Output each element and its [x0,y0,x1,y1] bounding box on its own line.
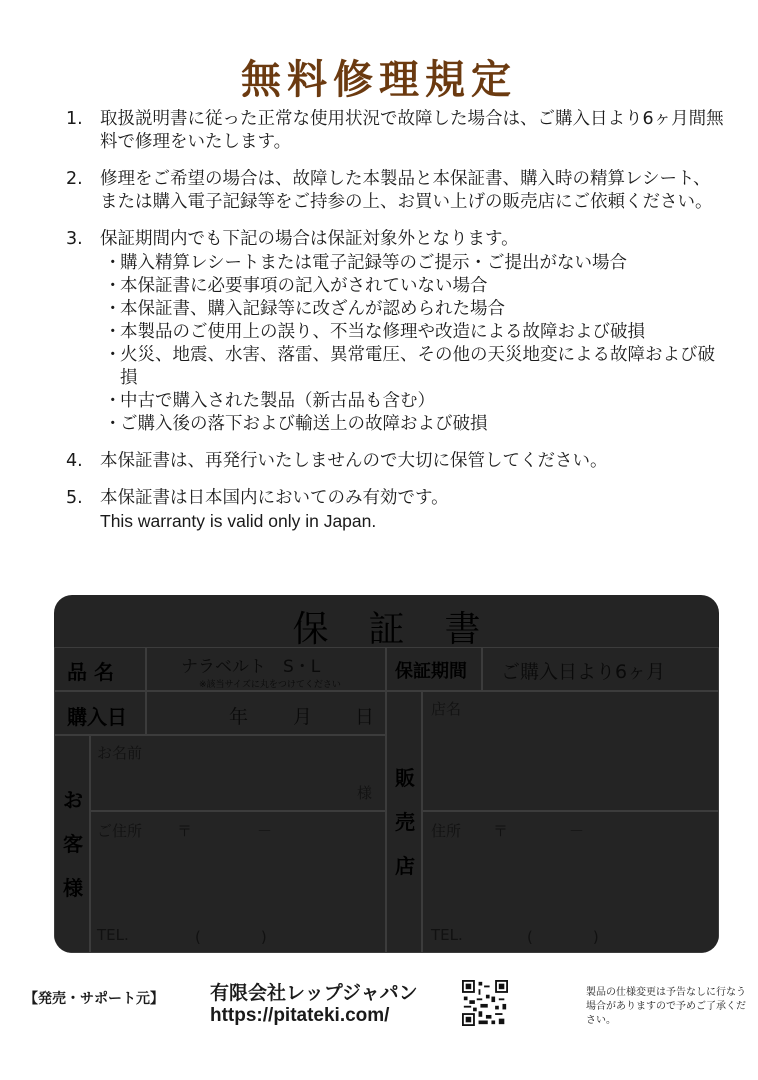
rule-item [66,487,726,533]
rule-number: 2. [66,169,83,189]
period-value: ご購入日より6ヶ月 [501,661,666,683]
bullet-mark: ・ [104,299,122,319]
period-field [482,647,719,691]
month-label: 月 [293,706,313,728]
day-label: 日 [355,706,375,728]
rule-number: 4. [66,451,83,471]
store-tel-parens: ( ) [527,928,599,946]
customer-address-label: ご住所 [97,822,143,840]
website-link[interactable]: https://pitateki.com/ [210,1005,390,1026]
store-label-cell [386,691,422,953]
rule-number: 5. [66,488,83,508]
period-label: 保証期間 [395,661,467,682]
product-note: ※該当サイズに丸をつけてください [199,680,341,690]
bullet-mark: ・ [104,414,122,434]
company-name: 有限会社レップジャパン [210,982,418,1004]
footer [0,968,758,1068]
postal-mark: 〒 [177,822,193,840]
purchase-date-field[interactable] [146,691,386,735]
warranty-card [54,595,719,953]
rule-item [66,228,726,436]
rule-number: 1. [66,109,83,129]
purchase-date-label: 購入日 [67,705,127,729]
purchase-label-cell [54,691,146,735]
customer-tel-label: TEL. [97,926,129,944]
exclusion-item [104,390,726,413]
rule-text: 保証期間内でも下記の場合は保証対象外となります。 [100,229,519,249]
customer-label-char: 客 [63,832,83,856]
rules-list [66,108,726,547]
exclusion-text: 中古で購入された製品（新古品も含む） [120,391,435,411]
rule-text: 本保証書は、再発行いたしませんので大切に保管してください。 [100,451,608,471]
customer-label-char: 様 [63,876,83,900]
warranty-card-title: 保証書 [292,609,521,650]
exclusion-text: 購入精算レシートまたは電子記録等のご提示・ご提出がない場合 [120,253,628,273]
rule-text: 本保証書は日本国内においてのみ有効です。 [100,488,449,508]
product-label: 品 名 [67,660,114,684]
rule-item [66,168,726,214]
bullet-mark: ・ [104,391,122,411]
postal-dash: － [569,822,585,840]
exclusion-text: 本保証書、購入記録等に改ざんが認められた場合 [120,299,505,319]
customer-label-char: お [63,788,83,812]
exclusion-text: 本保証書に必要事項の記入がされていない場合 [120,276,488,296]
bullet-mark: ・ [104,322,122,342]
customer-name-label: お名前 [97,744,143,762]
bullet-mark: ・ [104,345,122,365]
exclusion-item [104,344,726,390]
store-label-char: 店 [395,854,415,878]
rule-english-text: This warranty is valid only in Japan. [100,511,377,531]
product-field[interactable] [146,647,386,691]
rule-number: 3. [66,229,83,249]
spec-change-note: 製品の仕様変更は予告なしに行なう場合がありますので予めご了承ください。 [586,987,746,1026]
exclusion-item [104,413,726,436]
qr-code-icon[interactable] [462,980,508,1026]
store-tel-label: TEL. [431,926,463,944]
store-name-label: 店名 [431,700,462,718]
customer-name-field[interactable] [90,735,386,811]
page-title: 無料修理規定 [241,57,517,103]
exclusion-text: 本製品のご使用上の誤り、不当な修理や改造による故障および破損 [120,322,645,342]
exclusion-text: 火災、地震、水害、落雷、異常電圧、その他の天災地変による故障および破損 [120,345,715,388]
postal-dash: － [257,822,273,840]
customer-label-cell [54,735,90,953]
period-label-cell [386,647,482,691]
exclusion-item [104,321,726,344]
bullet-mark: ・ [104,276,122,296]
exclusion-text: ご購入後の落下および輸送上の故障および破損 [120,414,488,434]
bullet-mark: ・ [104,253,122,273]
rule-item [66,108,726,154]
customer-address-field[interactable] [90,811,386,953]
exclusion-list [100,252,726,436]
rule-text: 修理をご希望の場合は、故障した本製品と本保証書、購入時の精算レシート、または購入電子記録等をご持参の上、お買い上げの販売店にご依頼ください。 [100,169,713,212]
customer-tel-parens: ( ) [195,928,267,946]
store-label-char: 売 [395,810,415,834]
store-label-char: 販 [395,766,415,790]
rule-item [66,450,726,473]
exclusion-item [104,275,726,298]
product-value: ナラベルト S・L [181,657,321,677]
store-address-label: 住所 [431,822,462,840]
exclusion-item [104,298,726,321]
store-name-field[interactable] [422,691,719,811]
rule-text: 取扱説明書に従った正常な使用状況で故障した場合は、ご購入日より6ヶ月間無料で修理をいたします。 [100,109,724,152]
exclusion-item [104,252,726,275]
postal-mark: 〒 [493,822,509,840]
product-label-cell [54,647,146,691]
year-label: 年 [229,706,249,728]
honorific-label: 様 [357,784,373,802]
store-address-field[interactable] [422,811,719,953]
seller-label: 【発売・サポート元】 [24,991,164,1007]
